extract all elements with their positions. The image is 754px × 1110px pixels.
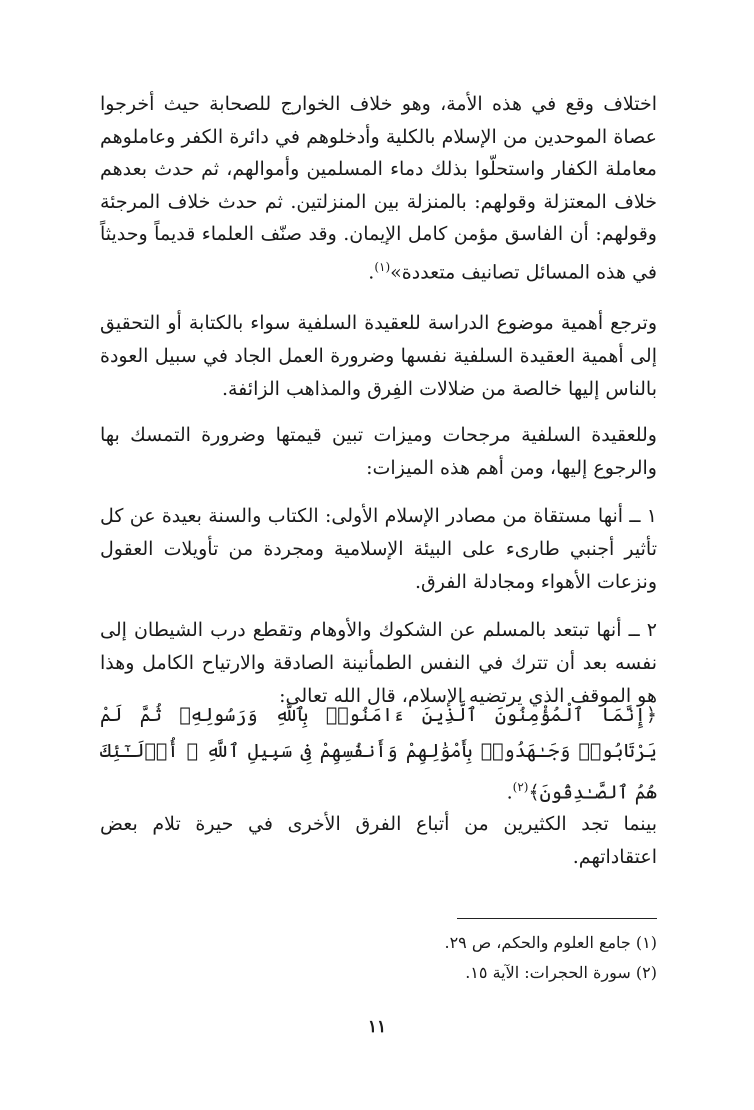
paragraph-text: اختلاف وقع في هذه الأمة، وهو خلاف الخوارج للصحابة حيث أخرجوا عصاة الموحدين من الإسلام بالكلية وأدخلوهم في دائرة الكفر وعاملوهم معاملة الكفار واستحلّوا بذلك دماء المسلمين وأموالهم، ثم حدث بعدهم خلاف المعتزلة وقولهم: بالمنزلة بين المنزلتين. ثم حدث خلاف المرجئة وقولهم: أن الفاسق مؤمن كامل الإيمان. وقد صنّف العلماء قديماً وحديثاً في هذه المسائل تصانيف متعددة» — [100, 93, 657, 283]
paragraph-feature-2: ٢ ــ أنها تبتعد بالمسلم عن الشكوك والأوهام وتقطع درب الشيطان إلى نفسه بعد أن تترك في النفس الطمأنينة الصادقة والارتياح الكامل وهذا هو الموقف الذي يرتضيه الإسلام، قال الله تعالى: — [100, 619, 657, 707]
footnote-ref-1[interactable]: (١) — [374, 259, 391, 274]
verse-text: ﴿إِنَّمَا ٱلْمُؤْمِنُونَ ٱلَّذِينَ ءَامَنُوا۟ بِٱللَّهِ وَرَسُولِهِۦ ثُمَّ لَمْ يَرْتَابُوا۟ وَجَـٰهَدُوا۟ بِأَمْوَٰلِهِمْ وَأَنفُسِهِمْ فِى سَبِيلِ ٱللَّهِ ۚ أُو۟لَـٰٓئِكَ هُمُ ٱلصَّـٰدِقُونَ﴾ — [100, 704, 657, 804]
footnote-ref-2[interactable]: (٢) — [512, 780, 529, 794]
footnote-2: (٢) سورة الحجرات: الآية ١٥. — [465, 963, 657, 982]
paragraph-feature-1: ١ ــ أنها مستقاة من مصادر الإسلام الأولى: الكتاب والسنة بعيدة عن كل تأثير أجنبي طارىء على البيئة الإسلامية ومجردة من تأويلات العقول ونزعات الأهواء ومجادلة الفرق. — [100, 505, 657, 593]
paragraph-other-sects: بينما تجد الكثيرين من أتباع الفرق الأخرى في حيرة تلام بعض اعتقاداتهم. — [100, 813, 657, 868]
footnote-separator — [457, 918, 657, 919]
page-number: ١١ — [367, 1017, 387, 1037]
verse-end-period: . — [506, 781, 513, 804]
footnote-1: (١) جامع العلوم والحكم، ص ٢٩. — [444, 933, 657, 952]
paragraph-kharijites: اختلاف وقع في هذه الأمة، وهو خلاف الخوارج للصحابة حيث أخرجوا عصاة الموحدين من الإسلام بالكلية وأدخلوهم في دائرة الكفر وعاملوهم معاملة الكفار واستحلّوا بذلك دماء المسلمين وأموالهم، ثم حدث بعدهم خلاف المعتزلة وقولهم: بالمنزلة بين المنزلتين. ثم حدث خلاف المرجئة وقولهم: أن الفاسق مؤمن كامل الإيمان. وقد صنّف العلماء قديماً وحديثاً في هذه المسائل تصانيف متعددة»$^{(١)}$. — [100, 93, 657, 283]
paragraph-features-intro: وللعقيدة السلفية مرجحات وميزات تبين قيمتها وضرورة التمسك بها والرجوع إليها، ومن أهم هذه الميزات: — [100, 424, 657, 479]
paragraph-importance: وترجع أهمية موضوع الدراسة للعقيدة السلفية سواء بالكتابة أو التحقيق إلى أهمية العقيدة السلفية نفسها وضرورة العمل الجاد في سبيل العودة بالناس إليها خالصة من ضلالات الفِرق والمذاهب الزائفة. — [100, 312, 657, 400]
quran-verse — [100, 697, 657, 810]
